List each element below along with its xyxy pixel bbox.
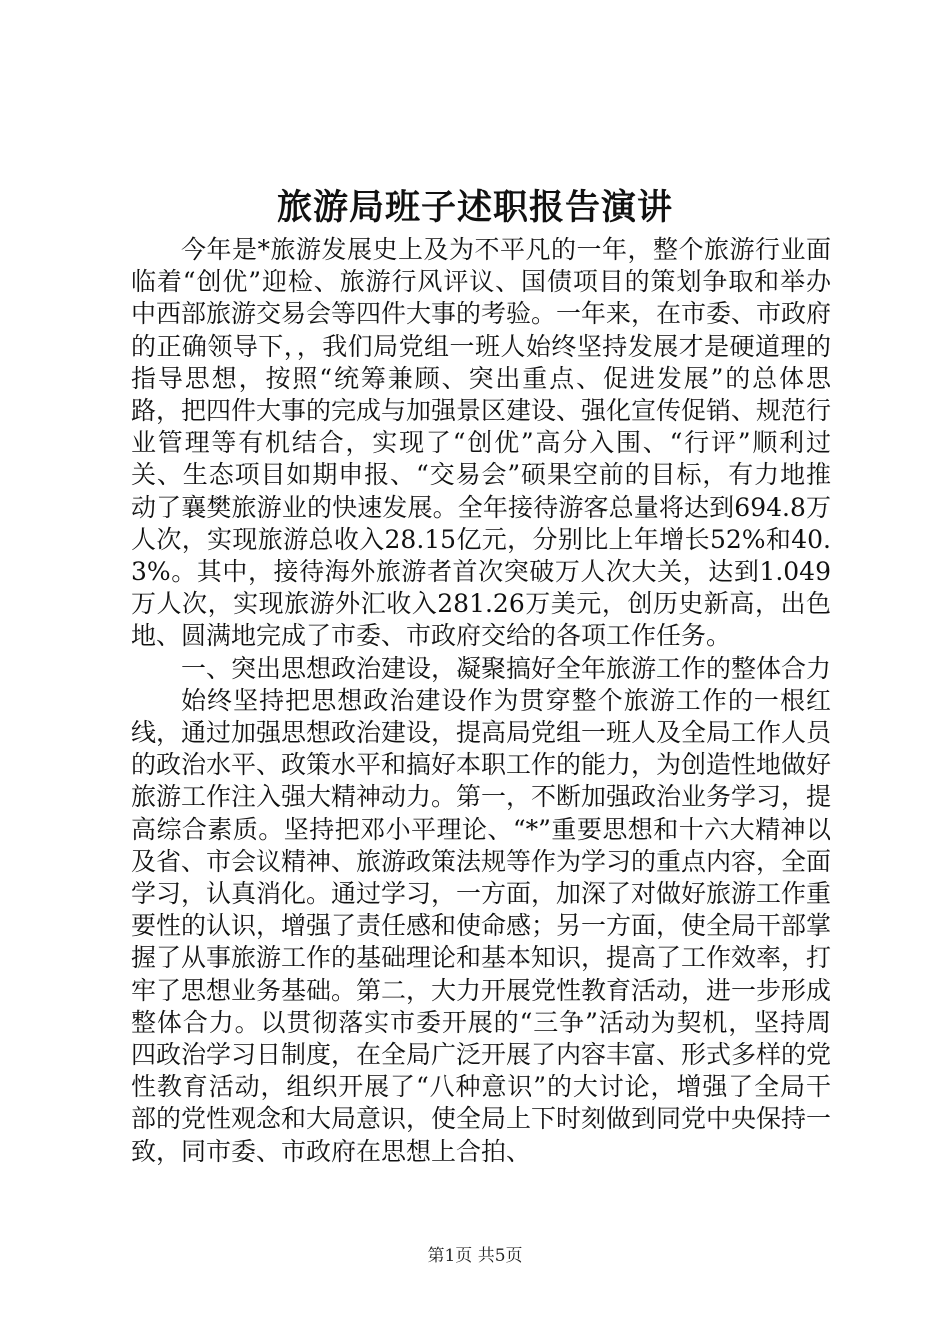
paragraph-section-1: 始终坚持把思想政治建设作为贯穿整个旅游工作的一根红线，通过加强思想政治建设，提高局党组一班人及全局工作人员的政治水平、政策水平和搞好本职工作的能力，为创造性地做好旅游工作注入强大精神动力。第一，不断加强政治业务学习，提高综合素质。坚持把邓小平理论、“*”重要思想和十六大精神以及省、市会议精神、旅游政策法规等作为学习的重点内容，全面学习，认真消化。通过学习，一方面，加深了对做好旅游工作重要性的认识，增强了责任感和使命感；另一方面，使全局干部掌握了从事旅游工作的基础理论和基本知识，提高了工作效率，打牢了思想业务基础。第二，大力开展党性教育活动，进一步形成整体合力。以贯彻落实市委开展的“三争”活动为契机，坚持周四政治学习日制度，在全局广泛开展了内容丰富、形式多样的党性教育活动，组织开展了“八种意识”的大讨论，增强了全局干部的党性观念和大局意识，使全局上下时刻做到同党中央保持一致，同市委、市政府在思想上合拍、 — [131, 685, 832, 1166]
section-heading-1: 一、突出思想政治建设，凝聚搞好全年旅游工作的整体合力 — [181, 653, 832, 683]
document-title: 旅游局班子述职报告演讲 — [276, 187, 673, 228]
document-body — [131, 234, 831, 1168]
page-footer: 第1页 共5页 — [427, 1246, 523, 1266]
paragraph-intro: 今年是*旅游发展史上及为不平凡的一年，整个旅游行业面临着“创优”迎检、旅游行风评议、国债项目的策划争取和举办中西部旅游交易会等四件大事的考验。一年来，在市委、市政府的正确领导下，，我们局党组一班人始终坚持发展才是硬道理的指导思想，按照“统筹兼顾、突出重点、促进发展”的总体思路，把四件大事的完成与加强景区建设、强化宣传促销、规范行业管理等有机结合，实现了“创优”高分入围、“行评”顺利过关、生态项目如期申报、“交易会”硕果空前的目标，有力地推动了襄樊旅游业的快速发展。全年接待游客总量将达到694.8万人次，实现旅游总收入28.15亿元，分别比上年增长52%和40.3%。其中，接待海外旅游者首次突破万人次大关，达到1.049万人次，实现旅游外汇收入281.26万美元，创历史新高，出色地、圆满地完成了市委、市政府交给的各项工作任务。 — [131, 235, 832, 651]
